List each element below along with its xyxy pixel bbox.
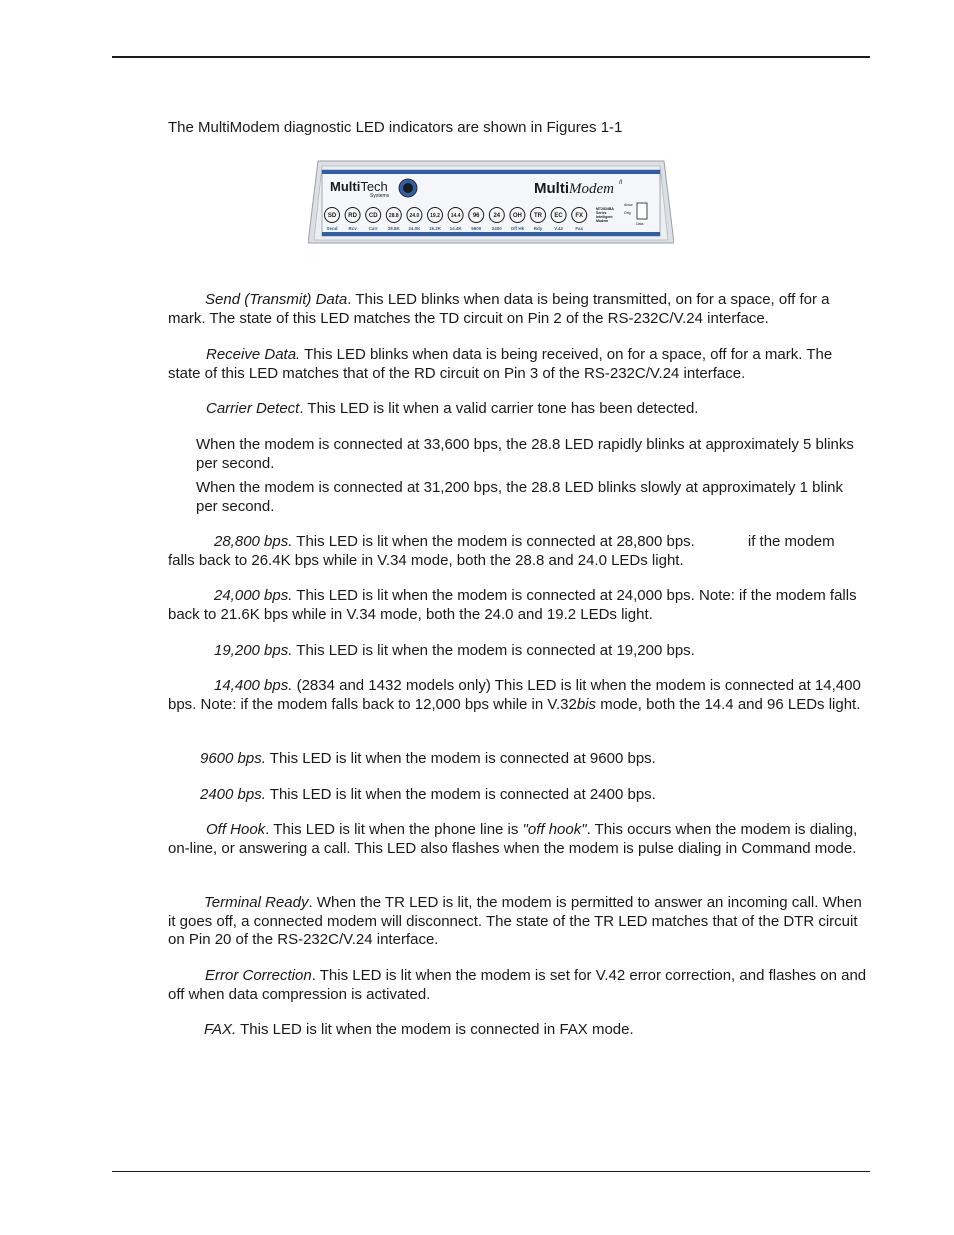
answer-originate-switch — [637, 203, 647, 219]
model-line: Intelligent — [596, 215, 613, 219]
brand-left-sub: Systems — [370, 193, 390, 199]
modem-panel-svg — [308, 160, 674, 244]
item-send-data: Send (Transmit) Data. This LED blinks when data is being transmitted, on for a space, off for a mark. The state of this LED matches the TD circuit on Pin 2 of the RS-232C/V.24 interface. — [168, 291, 830, 327]
orig-label: Orig — [624, 211, 631, 215]
led-code: 19.2 — [430, 213, 440, 219]
modem-front-panel-figure — [308, 160, 674, 244]
intro-text: The MultiModem diagnostic LED indicators are shown in Figures 1-1 — [168, 119, 623, 136]
footer-rule — [112, 1171, 870, 1172]
led-code: TR — [534, 213, 542, 219]
led-label: 28.8K — [387, 226, 400, 231]
led-code: FX — [575, 213, 584, 219]
item-28800: 28,800 bps. This LED is lit when the modem is connected at 28,800 bps. if the modem falls back to 26.4K bps while in V.34 mode, both the 28.8 and 24.0 LEDs light. — [168, 533, 835, 569]
item-carrier-detect: Carrier Detect. This LED is lit when a valid carrier tone has been detected. — [206, 400, 699, 417]
led-label: 24.0K — [408, 226, 421, 231]
brand-right-bold: Multi — [534, 180, 569, 197]
led-code: RD — [348, 213, 357, 219]
led-code: 14.4 — [450, 213, 461, 219]
led-code: 24.0 — [409, 213, 420, 219]
led-label: Carr — [368, 226, 378, 231]
bullet-33600: When the modem is connected at 33,600 bps, the 28.8 LED rapidly blinks at approximately 5 blinks per second. — [196, 436, 854, 472]
led-code: EC — [554, 213, 563, 219]
answ-label: Answ — [624, 203, 633, 207]
led-label: V.42 — [554, 226, 564, 231]
led-label: Rcv — [348, 226, 357, 231]
led-label: Send — [326, 226, 338, 231]
led-label: 9600 — [471, 226, 482, 231]
led-label: 2400 — [491, 226, 502, 231]
item-2400: 2400 bps. This LED is lit when the modem is connected at 2400 bps. — [200, 786, 656, 803]
svg-text:MultiTech — [330, 179, 388, 194]
item-terminal-ready: Terminal Ready. When the TR LED is lit, the modem is permitted to answer an incoming call. When it goes off, a connected modem will disconnect. The state of the TR LED matches that of the DTR circuit on Pin 20 of the RS-232C/V.24 interface. — [168, 894, 862, 948]
led-code: 28.8 — [388, 213, 399, 219]
led-code: CD — [368, 213, 378, 219]
item-9600: 9600 bps. This LED is lit when the modem is connected at 9600 bps. — [200, 750, 656, 767]
item-fax: FAX. This LED is lit when the modem is connected in FAX mode. — [204, 1021, 634, 1038]
led-label: Rdy — [533, 226, 543, 231]
led-label: 14.4K — [449, 226, 462, 231]
brand-left-light: Tech — [360, 179, 388, 194]
led-label: 19.2K — [428, 226, 442, 231]
data-label: Data — [636, 222, 644, 226]
brand-right-sup: II — [619, 180, 623, 186]
led-label: Fax — [575, 226, 584, 231]
led-code: 96 — [472, 213, 480, 219]
model-line: MT2834BA — [596, 207, 614, 211]
led-code: SD — [327, 213, 337, 219]
item-error-correction: Error Correction. This LED is lit when the modem is set for V.42 error correction, and flashes on and off when data compression is activated. — [168, 967, 867, 1003]
item-19200: 19,200 bps. This LED is lit when the modem is connected at 19,200 bps. — [214, 642, 695, 659]
brand-right-script: Modem — [569, 181, 614, 197]
svg-text:MultiModem — [534, 180, 614, 197]
item-14400: 14,400 bps. (2834 and 1432 models only) This LED is lit when the modem is connected at 14,400 bps. Note: if the modem falls back to 12,000 bps while in V.32bis mode, both the 14.4 and 96 LEDs light. — [168, 677, 861, 713]
led-code: 24 — [493, 213, 501, 219]
led-label: Off Hk — [510, 226, 525, 231]
item-off-hook: Off Hook. This LED is lit when the phone line is "off hook". This occurs when the modem is dialing, on-line, or answering a call. This LED also flashes when the modem is pulse dialing in Command mode. — [168, 821, 858, 857]
brand-left-bold: Multi — [330, 179, 361, 194]
item-receive-data: Receive Data. This LED blinks when data is being received, on for a space, off for a mark. The state of this LED matches that of the RD circuit on Pin 3 of the RS-232C/V.24 interface. — [168, 346, 833, 382]
bullet-31200: When the modem is connected at 31,200 bps, the 28.8 LED blinks slowly at approximately 1 blink per second. — [196, 479, 844, 515]
header-rule — [112, 56, 870, 58]
led-code: OH — [512, 213, 522, 219]
item-24000: 24,000 bps. This LED is lit when the modem is connected at 24,000 bps. Note: if the modem falls back to 21.6K bps while in V.34 mode, both the 24.0 and 19.2 LEDs light. — [168, 587, 857, 623]
model-line: Series — [596, 211, 607, 215]
model-line: Modem — [596, 219, 609, 223]
